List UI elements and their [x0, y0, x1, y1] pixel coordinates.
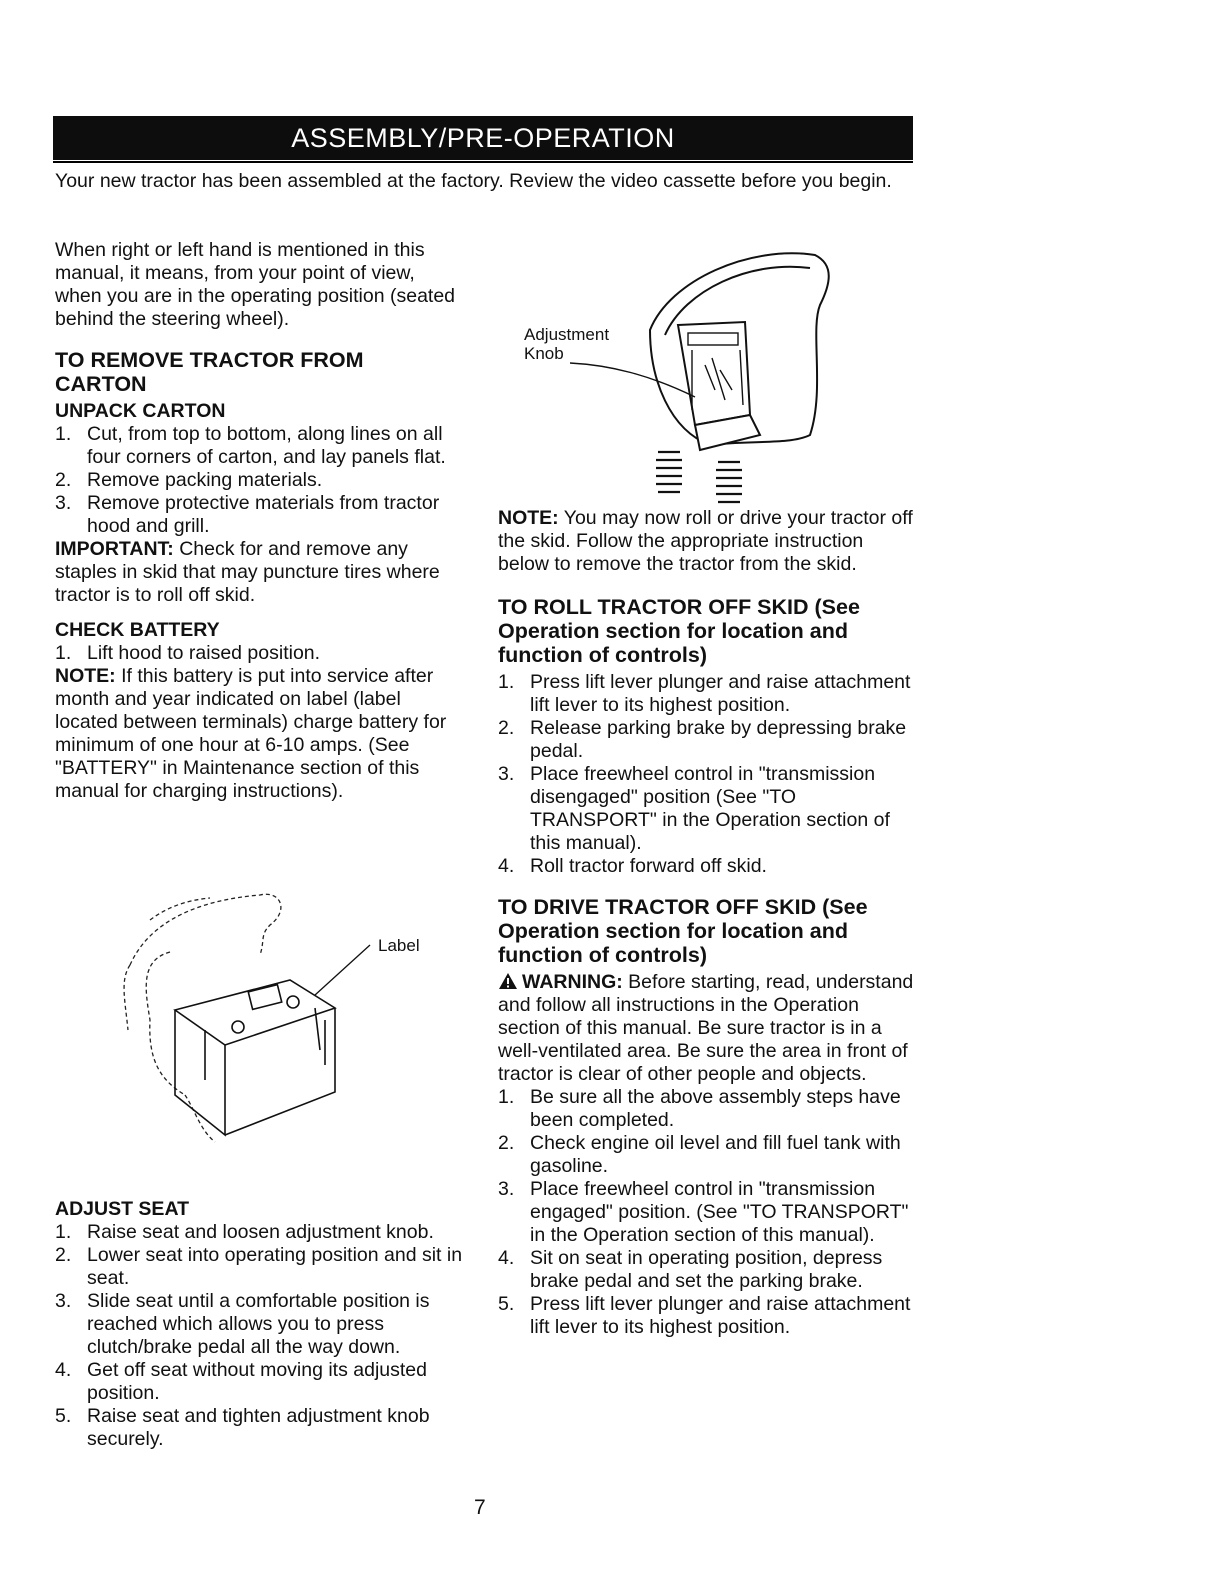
remove-heading: TO REMOVE TRACTOR FROM CARTON	[55, 348, 364, 396]
battery-note: NOTE: If this battery is put into service after month and year indicated on label (label located between terminals) charge battery for minimum of one hour at 6-10 amps. (See "BATTERY" in Maintenance section of this manual for charging instructions).	[55, 665, 447, 802]
battery-illustration	[110, 880, 440, 1150]
roll-steps	[498, 671, 918, 878]
drive-heading: TO DRIVE TRACTOR OFF SKID (See Operation section for location and function of controls)	[498, 895, 868, 967]
header-rule	[53, 161, 913, 163]
list-item: 2. Release parking brake by depressing brake pedal.	[498, 717, 907, 762]
battery-label-callout: Label	[378, 936, 420, 955]
intro-text: Your new tractor has been assembled at the factory. Review the video cassette before you begin.	[55, 170, 892, 192]
list-item: 3. Remove protective materials from tractor hood and grill.	[55, 492, 440, 537]
list-item: 2. Lower seat into operating position and sit in seat.	[55, 1244, 463, 1289]
list-item: 4. Roll tractor forward off skid.	[498, 855, 767, 877]
list-item: 3. Slide seat until a comfortable position is reached which allows you to press clutch/brake pedal all the way down.	[55, 1290, 430, 1358]
list-item: 1. Cut, from top to bottom, along lines on all four corners of carton, and lay panels flat.	[55, 423, 446, 468]
battery-heading: CHECK BATTERY	[55, 619, 220, 641]
right-column	[498, 507, 918, 1339]
list-item: 4. Sit on seat in operating position, depress brake pedal and set the parking brake.	[498, 1247, 883, 1292]
roll-heading: TO ROLL TRACTOR OFF SKID (See Operation section for location and function of controls)	[498, 595, 860, 667]
section-title: ASSEMBLY/PRE-OPERATION	[291, 123, 675, 153]
adjustment-knob-leader	[570, 355, 700, 405]
list-item: 4. Get off seat without moving its adjusted position.	[55, 1359, 427, 1404]
adjust-seat-heading: ADJUST SEAT	[55, 1198, 189, 1220]
adjust-seat-steps	[55, 1221, 475, 1451]
list-item: 2. Remove packing materials.	[55, 469, 323, 491]
warning-note: WARNING: Before starting, read, understand and follow all instructions in the Operation section of this manual. Be sure tractor is in a well-ventilated area. Be sure the area in front of tractor is clear of other people and objects.	[498, 971, 914, 1085]
drive-steps	[498, 1086, 918, 1339]
list-item: 3. Place freewheel control in "transmission engaged" position. (See "TO TRANSPORT" in the Operation section of this manual).	[498, 1178, 909, 1246]
warning-label: WARNING:	[522, 971, 623, 993]
section-header	[53, 116, 913, 160]
list-item: 1. Be sure all the above assembly steps have been completed.	[498, 1086, 901, 1131]
unpack-steps	[55, 423, 465, 538]
page-number: 7	[474, 1496, 486, 1519]
note-label: NOTE:	[498, 507, 559, 529]
warning-icon	[498, 972, 518, 990]
list-item: 2. Check engine oil level and fill fuel tank with gasoline.	[498, 1132, 901, 1177]
important-note: IMPORTANT: Check for and remove any staples in skid that may puncture tires where tractor is to roll off skid.	[55, 538, 440, 606]
hand-note: When right or left hand is mentioned in this manual, it means, from your point of view, when you are in the operating position (seated behind the steering wheel).	[55, 239, 456, 330]
list-item: 5. Press lift lever plunger and raise attachment lift lever to its highest position.	[498, 1293, 911, 1338]
list-item: 1. Lift hood to raised position.	[55, 642, 321, 664]
adjustment-knob-callout: Adjustment Knob	[524, 325, 610, 363]
unpack-heading: UNPACK CARTON	[55, 400, 226, 422]
important-label: IMPORTANT:	[55, 538, 174, 560]
note-label: NOTE:	[55, 665, 116, 687]
skid-note: NOTE: You may now roll or drive your tractor off the skid. Follow the appropriate instruction below to remove the tractor from the skid.	[498, 507, 913, 575]
list-item: 1. Raise seat and loosen adjustment knob.	[55, 1221, 434, 1243]
list-item: 5. Raise seat and tighten adjustment knob securely.	[55, 1405, 430, 1450]
list-item: 1. Press lift lever plunger and raise attachment lift lever to its highest position.	[498, 671, 911, 716]
adjust-seat-section	[55, 1198, 475, 1451]
battery-steps	[55, 642, 465, 665]
left-column	[55, 239, 465, 803]
list-item: 3. Place freewheel control in "transmission disengaged" position (See "TO TRANSPORT" in the Operation section of this manual).	[498, 763, 890, 854]
